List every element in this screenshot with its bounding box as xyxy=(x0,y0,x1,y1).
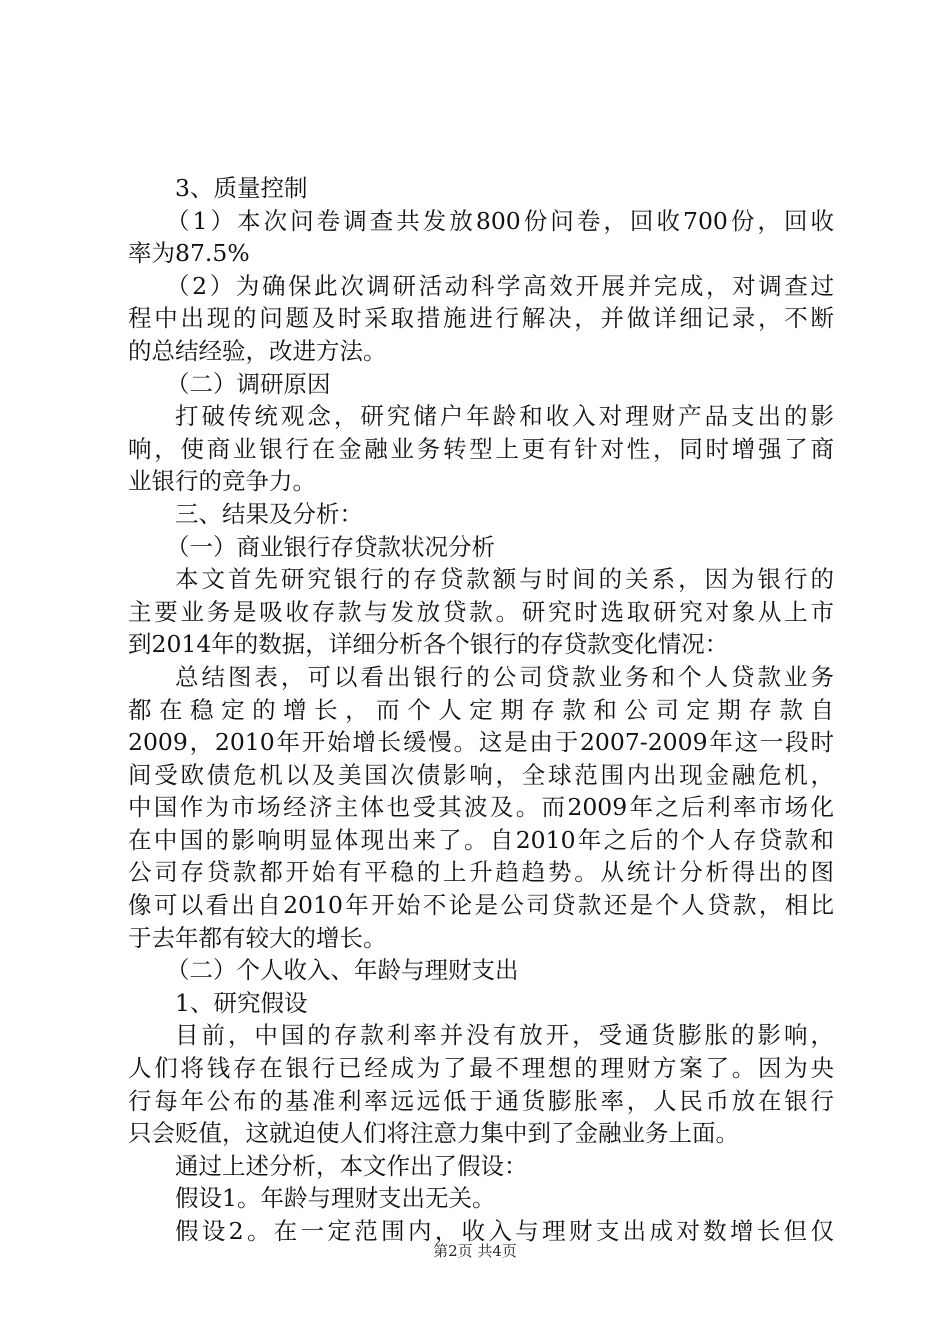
paragraph-line: 业银行的竞争力。 xyxy=(128,467,316,496)
section-heading-results: 三、结果及分析： xyxy=(175,499,363,528)
paragraph-line: 通过上述分析，本文作出了假设： xyxy=(175,1151,528,1180)
section-heading-research-reason: （二）调研原因 xyxy=(166,369,331,398)
paragraph-line: 于去年都有较大的增长。 xyxy=(128,923,387,952)
paragraph-line: 2009，2010年开始增长缓慢。这是由于2007-2009年这一段时 xyxy=(128,728,834,757)
paragraph-line: 率为87.5% xyxy=(128,239,250,268)
paragraph-line: 到2014年的数据，详细分析各个银行的存贷款变化情况： xyxy=(128,630,729,659)
paragraph-line: 主要业务是吸收存款与发放贷款。研究时选取研究对象从上市 xyxy=(128,597,834,626)
paragraph-line: 本文首先研究银行的存贷款额与时间的关系，因为银行的 xyxy=(175,565,834,594)
paragraph-line: 公司存贷款都开始有平稳的上升趋趋势。从统计分析得出的图 xyxy=(128,858,834,887)
paragraph-line: 总结图表，可以看出银行的公司贷款业务和个人贷款业务 xyxy=(175,662,834,691)
hypothesis-2: 假设2。在一定范围内，收入与理财支出成对数增长但仅 xyxy=(175,1217,834,1245)
hypothesis-1: 假设1。年龄与理财支出无关。 xyxy=(175,1184,496,1213)
paragraph-line: 都在稳定的增长，而个人定期存款和公司定期存款自 xyxy=(128,695,834,724)
paragraph-line: 只会贬值，这就迫使人们将注意力集中到了金融业务上面。 xyxy=(128,1119,739,1148)
paragraph-line: （1）本次问卷调查共发放800份问卷，回收700份，回收 xyxy=(166,206,834,235)
paragraph-line: 像可以看出自2010年开始不论是公司贷款还是个人贷款，相比 xyxy=(128,891,834,920)
paragraph-line: 程中出现的问题及时采取措施进行解决，并做详细记录，不断 xyxy=(128,304,834,333)
paragraph-line: 打破传统观念，研究储户年龄和收入对理财产品支出的影 xyxy=(175,402,834,431)
section-heading-bank-deposits: （一）商业银行存贷款状况分析 xyxy=(166,532,495,561)
paragraph-line: 间受欧债危机以及美国次债影响，全球范围内出现金融危机， xyxy=(128,760,834,789)
paragraph-line: 目前，中国的存款利率并没有放开，受通货膨胀的影响， xyxy=(175,1021,834,1050)
paragraph-line: 中国作为市场经济主体也受其波及。而2009年之后利率市场化 xyxy=(128,793,834,822)
section-heading-income-age: （二）个人收入、年龄与理财支出 xyxy=(166,956,519,985)
paragraph-line: 的总结经验，改进方法。 xyxy=(128,336,387,365)
page-number-footer: 第2页 共4页 xyxy=(433,1242,517,1260)
section-heading-quality-control: 3、质量控制 xyxy=(175,174,308,202)
paragraph-line: 行每年公布的基准利率远远低于通货膨胀率，人民币放在银行 xyxy=(128,1086,834,1115)
paragraph-line: （2）为确保此次调研活动科学高效开展并完成，对调查过 xyxy=(166,271,834,300)
section-heading-hypothesis: 1、研究假设 xyxy=(175,988,308,1017)
paragraph-line: 响，使商业银行在金融业务转型上更有针对性，同时增强了商 xyxy=(128,434,834,463)
document-body xyxy=(128,172,834,1248)
paragraph-line: 在中国的影响明显体现出来了。自2010年之后的个人存贷款和 xyxy=(128,825,834,854)
paragraph-line: 人们将钱存在银行已经成为了最不理想的理财方案了。因为央 xyxy=(128,1054,834,1083)
